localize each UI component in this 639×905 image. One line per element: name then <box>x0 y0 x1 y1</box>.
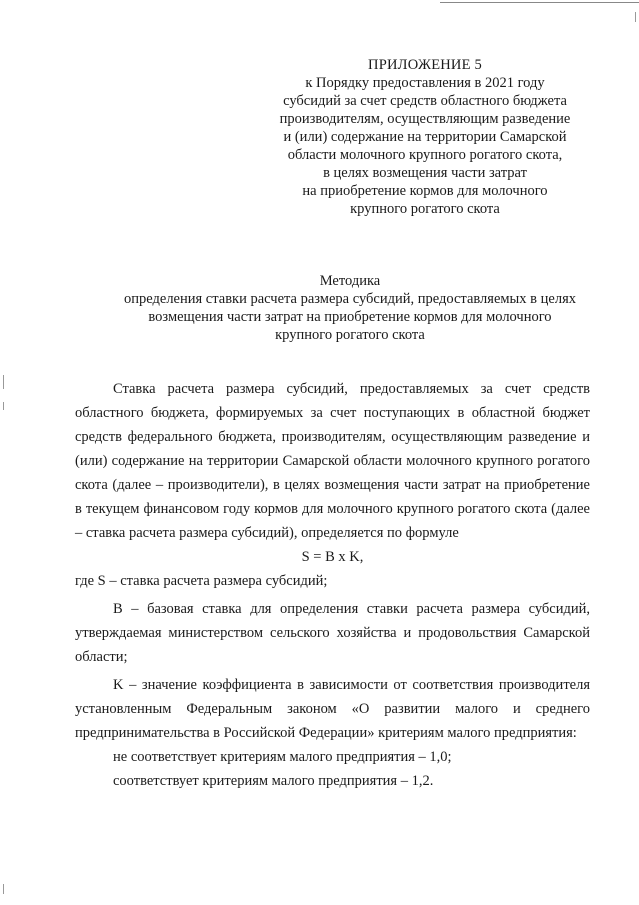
appendix-line: субсидий за счет средств областного бюджета <box>283 93 567 109</box>
option-match: соответствует критериям малого предприятия – 1,2. <box>113 773 434 789</box>
where-s-definition: где S – ставка расчета размера субсидий; <box>75 573 328 589</box>
appendix-line: на приобретение кормов для молочного <box>302 183 548 199</box>
scan-artifact-top-line <box>440 2 639 3</box>
scan-artifact-left-mark <box>3 402 4 410</box>
formula: S = B x K, <box>301 549 364 565</box>
appendix-line: крупного рогатого скота <box>350 201 500 217</box>
method-heading <box>80 272 620 344</box>
document-body <box>75 377 590 793</box>
appendix-line: к Порядку предоставления в 2021 году <box>305 75 545 91</box>
appendix-title: ПРИЛОЖЕНИЕ 5 <box>368 57 482 73</box>
option-not-match: не соответствует критериям малого предприятия – 1,0; <box>113 749 452 765</box>
appendix-header <box>240 56 610 218</box>
appendix-line: области молочного крупного рогатого скота, <box>287 147 563 163</box>
appendix-line: производителям, осуществляющим разведение <box>279 111 571 127</box>
scan-artifact-left-mark <box>3 375 4 389</box>
method-subtitle-line: возмещения части затрат на приобретение кормов для молочного <box>148 309 552 325</box>
method-subtitle-line: определения ставки расчета размера субсидий, предоставляемых в целях <box>124 291 576 307</box>
k-definition: K – значение коэффициента в зависимости от соответствия производителя установленным Федеральным законом «О развитии малого и среднего предпринимательства в Российской Федерации» критериям малого предприятия: <box>75 677 590 741</box>
b-definition: B – базовая ставка для определения ставки расчета размера субсидий, утверждаемая министерством сельского хозяйства и продовольствия Самарской области; <box>75 601 590 665</box>
method-title: Методика <box>319 273 381 289</box>
method-subtitle-line: крупного рогатого скота <box>275 327 425 343</box>
intro-paragraph: Ставка расчета размера субсидий, предоставляемых за счет средств областного бюджета, формируемых за счет поступающих в областной бюджет средств федерального бюджета, производителям, осуществляющим разведение и (или) содержание на территории Самарской области молочного крупного рогатого скота (далее – производители), в целях возмещения части затрат на приобретение в текущем финансовом году кормов для молочного крупного рогатого скота (далее – ставка расчета размера субсидий), определяется по формуле <box>75 381 590 541</box>
appendix-line: и (или) содержание на территории Самарской <box>283 129 567 145</box>
scan-artifact-left-mark <box>3 884 4 894</box>
appendix-line: в целях возмещения части затрат <box>323 165 527 181</box>
scan-artifact-right-mark <box>635 12 636 22</box>
